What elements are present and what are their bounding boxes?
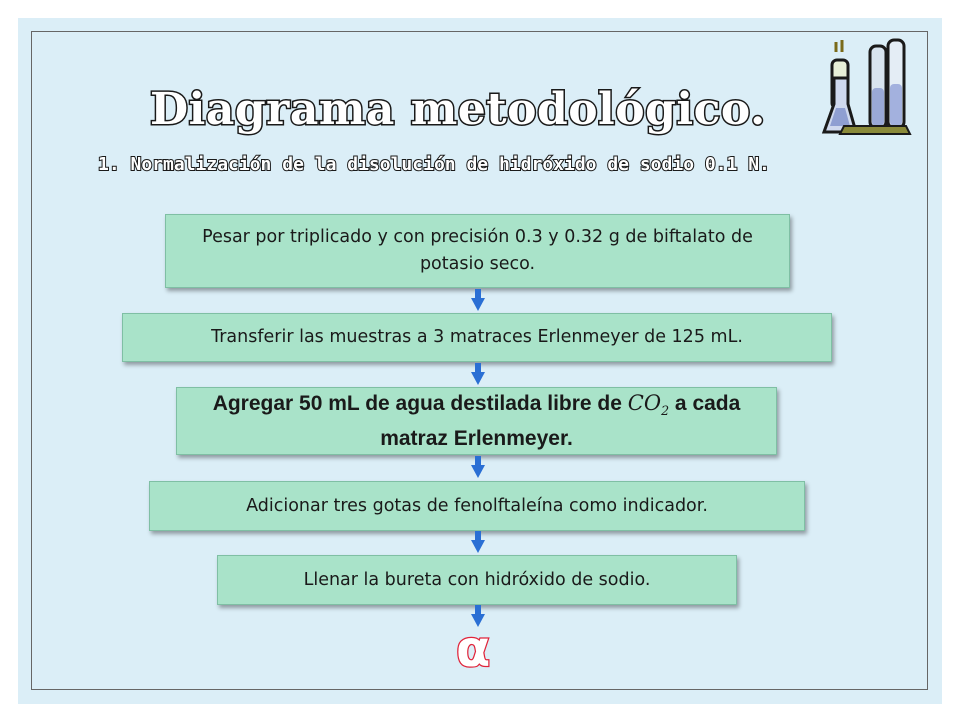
step-box-1	[165, 214, 790, 288]
co2-main: CO	[627, 390, 662, 415]
diagram-title: Diagrama metodológico.	[150, 84, 766, 135]
step-5-text: Llenar la bureta con hidróxido de sodio.	[303, 569, 651, 590]
step-3-text	[197, 389, 757, 453]
step-box-5	[217, 555, 737, 605]
diagram-subtitle: 1. Normalización de la disolución de hidróxido de sodio 0.1 N.	[98, 154, 770, 175]
arrow-down-icon	[471, 531, 485, 555]
arrow-down-icon	[471, 456, 485, 480]
co2-subscript: 2	[661, 403, 670, 419]
step-3-text-before: Agregar 50 mL de agua destilada libre de	[212, 391, 628, 415]
arrow-down-icon	[471, 289, 485, 313]
lab-flasks-icon	[810, 38, 920, 138]
step-4-text: Adicionar tres gotas de fenolftaleína como indicador.	[246, 495, 708, 516]
co2-formula	[627, 390, 670, 419]
step-2-text: Transferir las muestras a 3 matraces Erlenmeyer de 125 mL.	[211, 327, 743, 347]
step-3-text-after: a cada matraz Erlenmeyer.	[380, 391, 741, 451]
connector-alpha: α	[456, 620, 491, 678]
arrow-down-icon	[471, 363, 485, 387]
step-box-4	[149, 481, 805, 531]
step-box-2	[122, 313, 832, 362]
step-1-text: Pesar por triplicado y con precisión 0.3 y 0.32 g de biftalato de potasio seco.	[202, 227, 753, 274]
step-box-3	[176, 387, 777, 455]
